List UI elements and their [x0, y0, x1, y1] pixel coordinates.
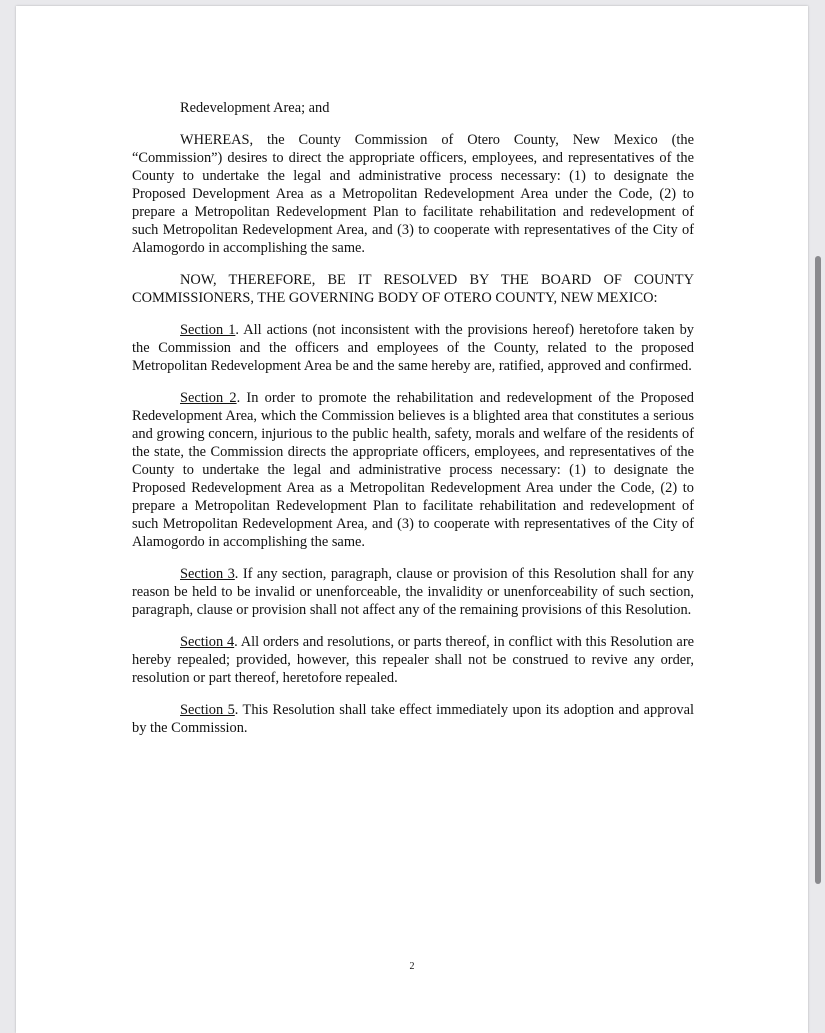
- section-2-text: . In order to promote the rehabilitation and redevelopment of the Proposed Redevelopment Area, which the Commission believes is a blighted area that constitutes a serious and growing concern, injurious to the public health, safety, morals and welfare of the residents of the state, the Commission directs the appropriate officers, employees, and representatives of the County to undertake the legal and administrative process necessary: (1) to designate the Proposed Redevelopment Area as a Metropolitan Redevelopment Area under the Code, (2) to prepare a Metropolitan Redevelopment Plan to facilitate rehabilitation and redevelopment of such Metropolitan Redevelopment Area, and (3) to cooperate with representatives of the City of Alamogordo in accomplishing the same.: [132, 390, 694, 550]
- section-1-heading: Section 1: [180, 322, 236, 338]
- section-3-heading: Section 3: [180, 566, 235, 582]
- paragraph-continuation: Redevelopment Area; and: [180, 100, 330, 116]
- section-4-text: . All orders and resolutions, or parts thereof, in conflict with this Resolution are hereby repealed; provided, however, this repealer shall not be construed to revive any order, resolution or part thereof, heretofore repealed.: [132, 634, 694, 686]
- paragraph-whereas: WHEREAS, the County Commission of Otero County, New Mexico (the “Commission”) desires to direct the appropriate officers, employees, and representatives of the County to undertake the legal and administrative process necessary: (1) to designate the Proposed Development Area as a Metropolitan Redevelopment Area under the Code, (2) to prepare a Metropolitan Redevelopment Plan to facilitate rehabilitation and redevelopment of such Metropolitan Redevelopment Area, and (3) to cooperate with representatives of the City of Alamogordo in accomplishing the same.: [132, 132, 694, 256]
- paragraph-resolved: NOW, THEREFORE, BE IT RESOLVED BY THE BOARD OF COUNTY COMMISSIONERS, THE GOVERNING BODY OF OTERO COUNTY, NEW MEXICO:: [132, 272, 694, 306]
- page-number: 2: [409, 961, 415, 972]
- section-1-paragraph: [132, 321, 694, 375]
- section-4-heading: Section 4: [180, 634, 235, 650]
- section-5-text: . This Resolution shall take effect immediately upon its adoption and approval by the Commission.: [132, 702, 694, 736]
- document-page: [16, 6, 808, 1033]
- vertical-scrollbar[interactable]: [815, 256, 821, 884]
- section-2-paragraph: [132, 389, 694, 551]
- section-5-heading: Section 5: [180, 702, 235, 718]
- section-2-heading: Section 2: [180, 390, 237, 406]
- section-3-text: . If any section, paragraph, clause or provision of this Resolution shall for any reason be held to be invalid or unenforceable, the invalidity or unenforceability of such section, paragraph, clause or provision shall not affect any of the remaining provisions of this Resolution.: [132, 566, 694, 618]
- document-body: [132, 99, 694, 751]
- section-4-paragraph: [132, 633, 694, 687]
- section-1-text: . All actions (not inconsistent with the provisions hereof) heretofore taken by the Commission and the officers and employees of the County, related to the proposed Metropolitan Redevelopment Area be and the same hereby are, ratified, approved and confirmed.: [132, 322, 694, 374]
- section-5-paragraph: [132, 701, 694, 737]
- section-3-paragraph: [132, 565, 694, 619]
